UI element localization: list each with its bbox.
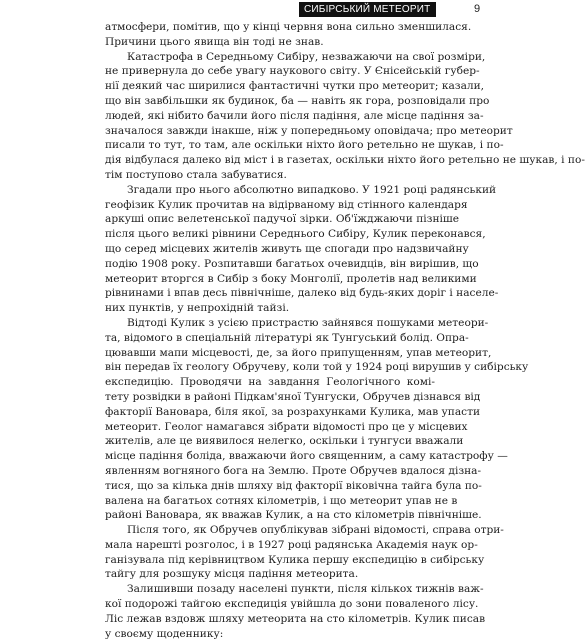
text-line: тету розвідки в районі Підкам'яної Тунгуски, Обручев дізнався від — [105, 390, 481, 403]
text-line: мала нарешті розголос, і в 1927 році радянська Академія наук ор- — [105, 538, 478, 551]
paragraph — [105, 582, 486, 641]
text-line: Ліс лежав вздовж шляху метеорита на сто кілометрів. Кулик писав — [105, 612, 486, 625]
text-line: Після того, як Обручев опублікував зібрані відомості, справа отри- — [127, 524, 504, 537]
text-line: тім поступово стала забуватися. — [105, 168, 287, 181]
paragraph — [105, 20, 472, 50]
running-header-title: СИБІРСЬКИЙ МЕТЕОРИТ — [299, 2, 436, 17]
text-line: що він завбільшки як будинок, ба — навіть як гора, розповідали про — [105, 94, 490, 107]
paragraph — [105, 50, 585, 183]
text-line: після цього великі рівнини Середнього Сибіру, Кулик переконався, — [105, 228, 486, 241]
page-number: 9 — [474, 3, 481, 15]
text-line: у своєму щоденнику: — [105, 627, 224, 640]
text-line: атмосфери, помітив, що у кінці червня вона сильно зменшилася. — [105, 21, 472, 33]
text-line: геофізик Кулик прочитав на відірваному від стінного календаря — [105, 198, 468, 211]
text-line: Залишивши позаду населені пункти, після кількох тижнів важ- — [127, 583, 484, 596]
text-line: не привернула до себе увагу наукового світу. У Єнісейській губер- — [105, 65, 480, 78]
text-line: значалося завжди інакше, ніж у попередньому оповідача; про метеорит — [105, 124, 513, 137]
text-line: місце падіння боліда, вважаючи його священним, а саму катастрофу — — [105, 450, 508, 463]
text-line: людей, які нібито бачили його після падіння, але місце падіння за- — [105, 109, 484, 122]
text-line: аркуші опис велетенської падучої зірки. Об'їжджаючи пізніше — [105, 213, 460, 226]
text-line: них пунктів, у непрохідній тайзі. — [105, 302, 290, 315]
text-line: рівнинами і впав десь північніше, далеко від будь-яких доріг і населе- — [105, 287, 499, 300]
text-line: районі Вановара, як вважав Кулик, а на сто кілометрів північніше. — [105, 509, 482, 522]
text-line: що серед місцевих жителів живуть ще спогади про надзвичайну — [105, 242, 469, 255]
text-line: експедицію. Проводячи на завдання Геологічного комі- — [105, 376, 435, 389]
text-line: метеорит. Геолог намагався зібрати відомості про це у місцевих — [105, 420, 468, 433]
text-line: Згадали про нього абсолютно випадково. У 1921 році радянський — [127, 183, 497, 196]
text-line: явленням вогняного бога на Землю. Проте Обручев вдалося дізна- — [105, 464, 482, 477]
paragraph — [105, 183, 499, 316]
text-line: він передав їх геологу Обручеву, коли той у 1924 році вирушив у сибірську — [105, 361, 529, 374]
text-line: нії деякий час ширилися фантастичні чутки про метеорит; казали, — [105, 80, 485, 93]
text-line: Причини цього явища він тоді не знав. — [105, 35, 324, 48]
paragraph — [105, 523, 504, 582]
text-line: Катастрофа в Середньому Сибіру, незважаючи на свої розміри, — [127, 50, 486, 63]
text-line: факторії Вановара, біля якої, за розрахунками Кулика, мав упасти — [105, 405, 481, 418]
text-line: валена на багатьох сотнях кілометрів, і що метеорит упав не в — [105, 494, 458, 507]
text-line: Відтоді Кулик з усією пристрастю зайнявся пошуками метеори- — [127, 316, 489, 329]
text-line: ганізувала під керівництвом Кулика першу експедицію в сибірську — [105, 553, 485, 566]
text-line: дія відбулася далеко від міст і в газетах, оскільки ніхто його ретельно не шукав, і по- — [105, 154, 585, 167]
text-line: метеорит вторгся в Сибір з боку Монголії, пролетів над великими — [105, 272, 477, 285]
text-line: тися, що за кілька днів шляху від факторії віковічна тайга була по- — [105, 479, 482, 492]
body-text — [105, 20, 585, 641]
text-line: тайгу для розшуку місця падіння метеорита. — [105, 568, 359, 581]
text-line: та, відомого в спеціальній літературі як Тунгуський болід. Опра- — [105, 331, 469, 344]
text-line: цювавши мапи місцевості, де, за його припущенням, упав метеорит, — [105, 346, 492, 359]
text-line: подію 1908 року. Розпитавши багатьох очевидців, він вирішив, що — [105, 257, 479, 270]
text-line: жителів, але це виявилося нелегко, оскільки і тунгуси вважали — [105, 435, 464, 448]
text-line: писали то тут, то там, але оскільки ніхто його ретельно не шукав, і по- — [105, 139, 504, 152]
text-line: кої подорожі тайгою експедиція увійшла до зони поваленого лісу. — [105, 598, 479, 611]
paragraph — [105, 316, 529, 523]
